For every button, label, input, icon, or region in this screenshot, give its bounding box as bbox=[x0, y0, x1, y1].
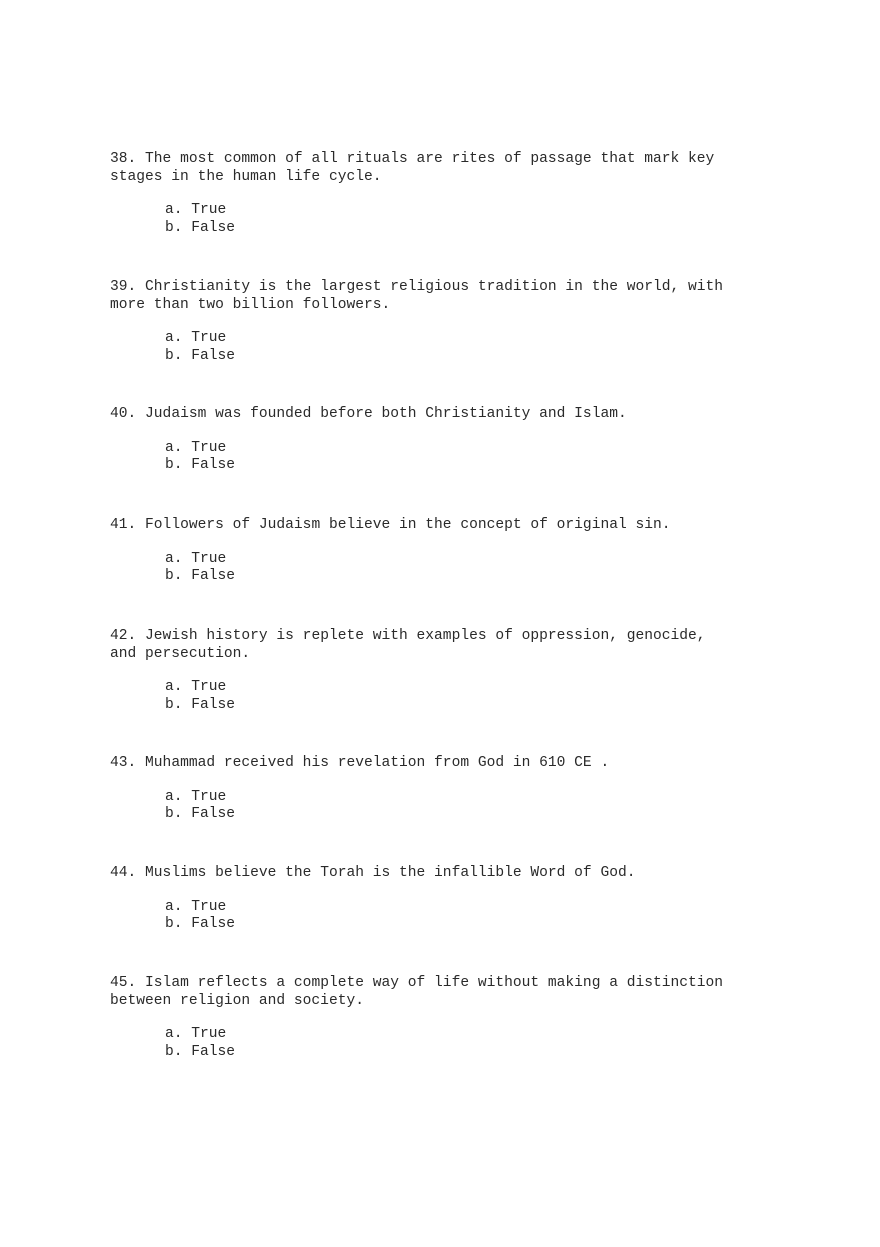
option-b[interactable]: b. False bbox=[165, 457, 236, 473]
question-45 bbox=[110, 975, 770, 1061]
question-text: 38. The most common of all rituals are rites of passage that mark key stages in the human life cycle. bbox=[110, 151, 715, 185]
option-a[interactable]: a. True bbox=[165, 550, 227, 567]
question-38 bbox=[110, 151, 770, 237]
question-40 bbox=[110, 406, 770, 475]
option-b[interactable]: b. False bbox=[165, 696, 236, 713]
question-42 bbox=[110, 628, 770, 714]
answer-options bbox=[165, 551, 770, 586]
question-text: 44. Muslims believe the Torah is the infallible Word of God. bbox=[110, 865, 636, 881]
question-text: 43. Muhammad received his revelation from God in 610 CE . bbox=[110, 755, 610, 771]
answer-options bbox=[165, 1026, 770, 1061]
option-a[interactable]: a. True bbox=[165, 898, 227, 915]
option-a[interactable]: a. True bbox=[165, 679, 227, 695]
option-b[interactable]: b. False bbox=[165, 1043, 236, 1060]
question-44 bbox=[110, 865, 770, 934]
option-a[interactable]: a. True bbox=[165, 202, 227, 218]
answer-options bbox=[165, 440, 770, 475]
question-text: 40. Judaism was founded before both Christianity and Islam. bbox=[110, 406, 627, 422]
answer-options bbox=[165, 899, 770, 934]
option-b[interactable]: b. False bbox=[165, 568, 236, 584]
answer-options bbox=[165, 789, 770, 824]
question-41 bbox=[110, 517, 770, 586]
question-text: 41. Followers of Judaism believe in the concept of original sin. bbox=[110, 517, 671, 533]
option-b[interactable]: b. False bbox=[165, 347, 236, 364]
option-a[interactable]: a. True bbox=[165, 330, 227, 346]
option-b[interactable]: b. False bbox=[165, 916, 236, 932]
question-43 bbox=[110, 755, 770, 824]
option-a[interactable]: a. True bbox=[165, 788, 227, 805]
answer-options bbox=[165, 330, 770, 365]
answer-options bbox=[165, 679, 770, 714]
option-a[interactable]: a. True bbox=[165, 439, 227, 456]
question-text: 39. Christianity is the largest religious tradition in the world, with more than two billion followers. bbox=[110, 279, 724, 313]
question-text: 42. Jewish history is replete with examples of oppression, genocide, and persecution. bbox=[110, 628, 706, 662]
question-text: 45. Islam reflects a complete way of life without making a distinction between religion and society. bbox=[110, 975, 724, 1009]
option-a[interactable]: a. True bbox=[165, 1026, 227, 1042]
option-b[interactable]: b. False bbox=[165, 219, 236, 236]
answer-options bbox=[165, 202, 770, 237]
question-39 bbox=[110, 279, 770, 365]
option-b[interactable]: b. False bbox=[165, 806, 236, 822]
